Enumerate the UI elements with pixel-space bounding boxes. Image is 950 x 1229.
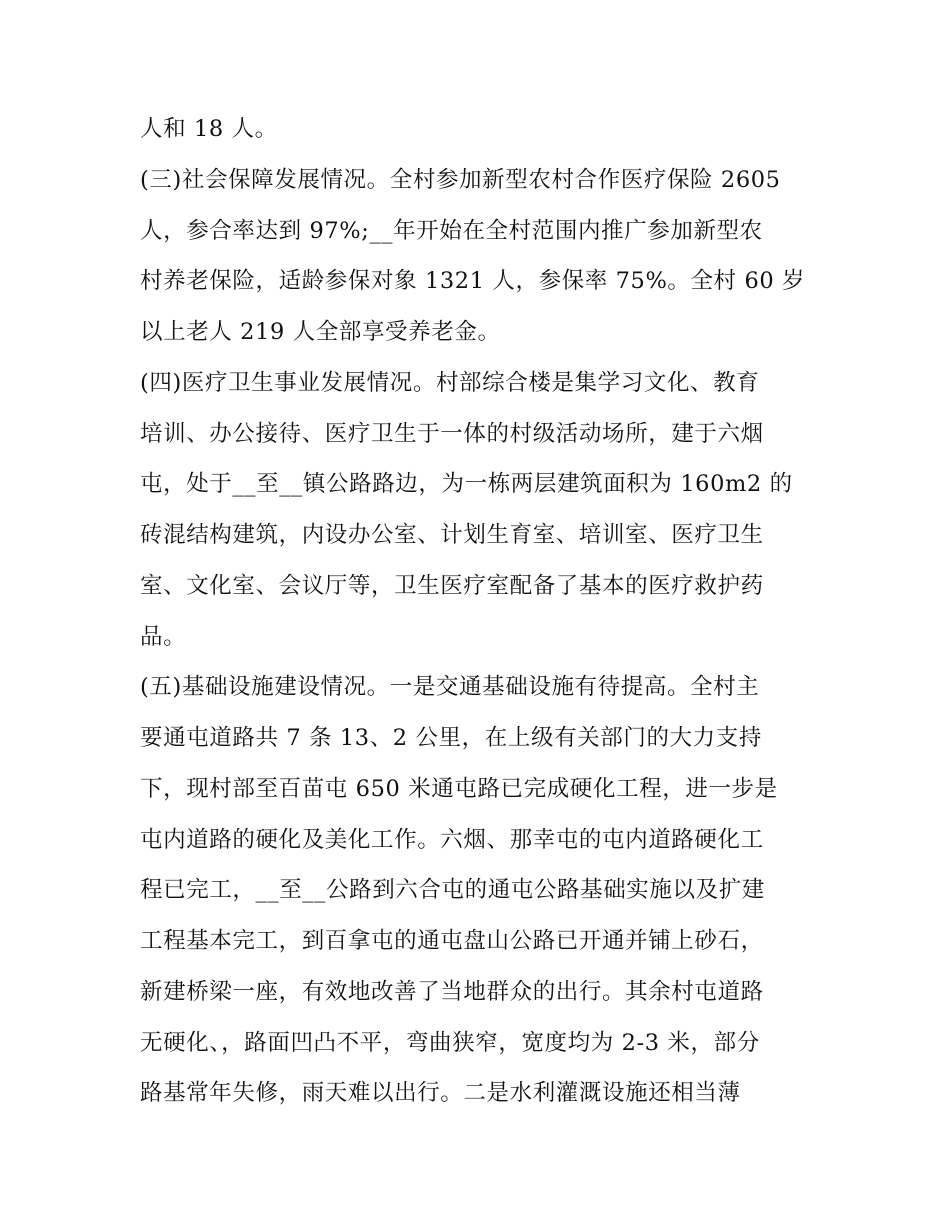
text-line: 程已完工，__至__公路到六合屯的通屯公路基础实施以及扩建	[140, 877, 765, 903]
text-line: 要通屯道路共 7 条 13、2 公里，在上级有关部门的大力支持	[140, 725, 762, 751]
text-line: 屯，处于__至__镇公路路边，为一栋两层建筑面积为 160m2 的	[140, 471, 793, 497]
text-line: 无硬化、，路面凹凸不平，弯曲狭窄，宽度均为 2-3 米，部分	[140, 1030, 760, 1056]
text-line: 屯内道路的硬化及美化工作。六烟、那幸屯的屯内道路硬化工	[140, 827, 764, 853]
text-line: (三)社会保障发展情况。全村参加新型农村合作医疗保险 2605	[140, 167, 781, 193]
text-line: 人和 18 人。	[140, 116, 278, 142]
text-line: 室、文化室、会议厅等，卫生医疗室配备了基本的医疗救护药	[140, 573, 764, 599]
text-line: 工程基本完工，到百拿屯的通屯盘山公路已开通并铺上砂石，	[140, 928, 764, 954]
text-line: (四)医疗卫生事业发展情况。村部综合楼是集学习文化、教育	[140, 370, 760, 396]
text-line: 品。	[140, 624, 187, 650]
text-line: 砖混结构建筑，内设办公室、计划生育室、培训室、医疗卫生	[140, 522, 764, 548]
text-line: 以上老人 219 人全部享受养老金。	[140, 319, 501, 345]
text-line: (五)基础设施建设情况。一是交通基础设施有待提高。全村主	[140, 674, 760, 700]
text-line: 人，参合率达到 97%;__年开始在全村范围内推广参加新型农	[140, 218, 763, 244]
text-line: 路基常年失修，雨天难以出行。二是水利灌溉设施还相当薄	[140, 1080, 741, 1106]
text-line: 培训、办公接待、医疗卫生于一体的村级活动场所，建于六烟	[140, 421, 764, 447]
text-line: 下，现村部至百苗屯 650 米通屯路已完成硬化工程，进一步是	[140, 776, 778, 802]
text-line: 新建桥梁一座，有效地改善了当地群众的出行。其余村屯道路	[140, 979, 764, 1005]
text-line: 村养老保险，适龄参保对象 1321 人，参保率 75%。全村 60 岁	[140, 268, 806, 294]
